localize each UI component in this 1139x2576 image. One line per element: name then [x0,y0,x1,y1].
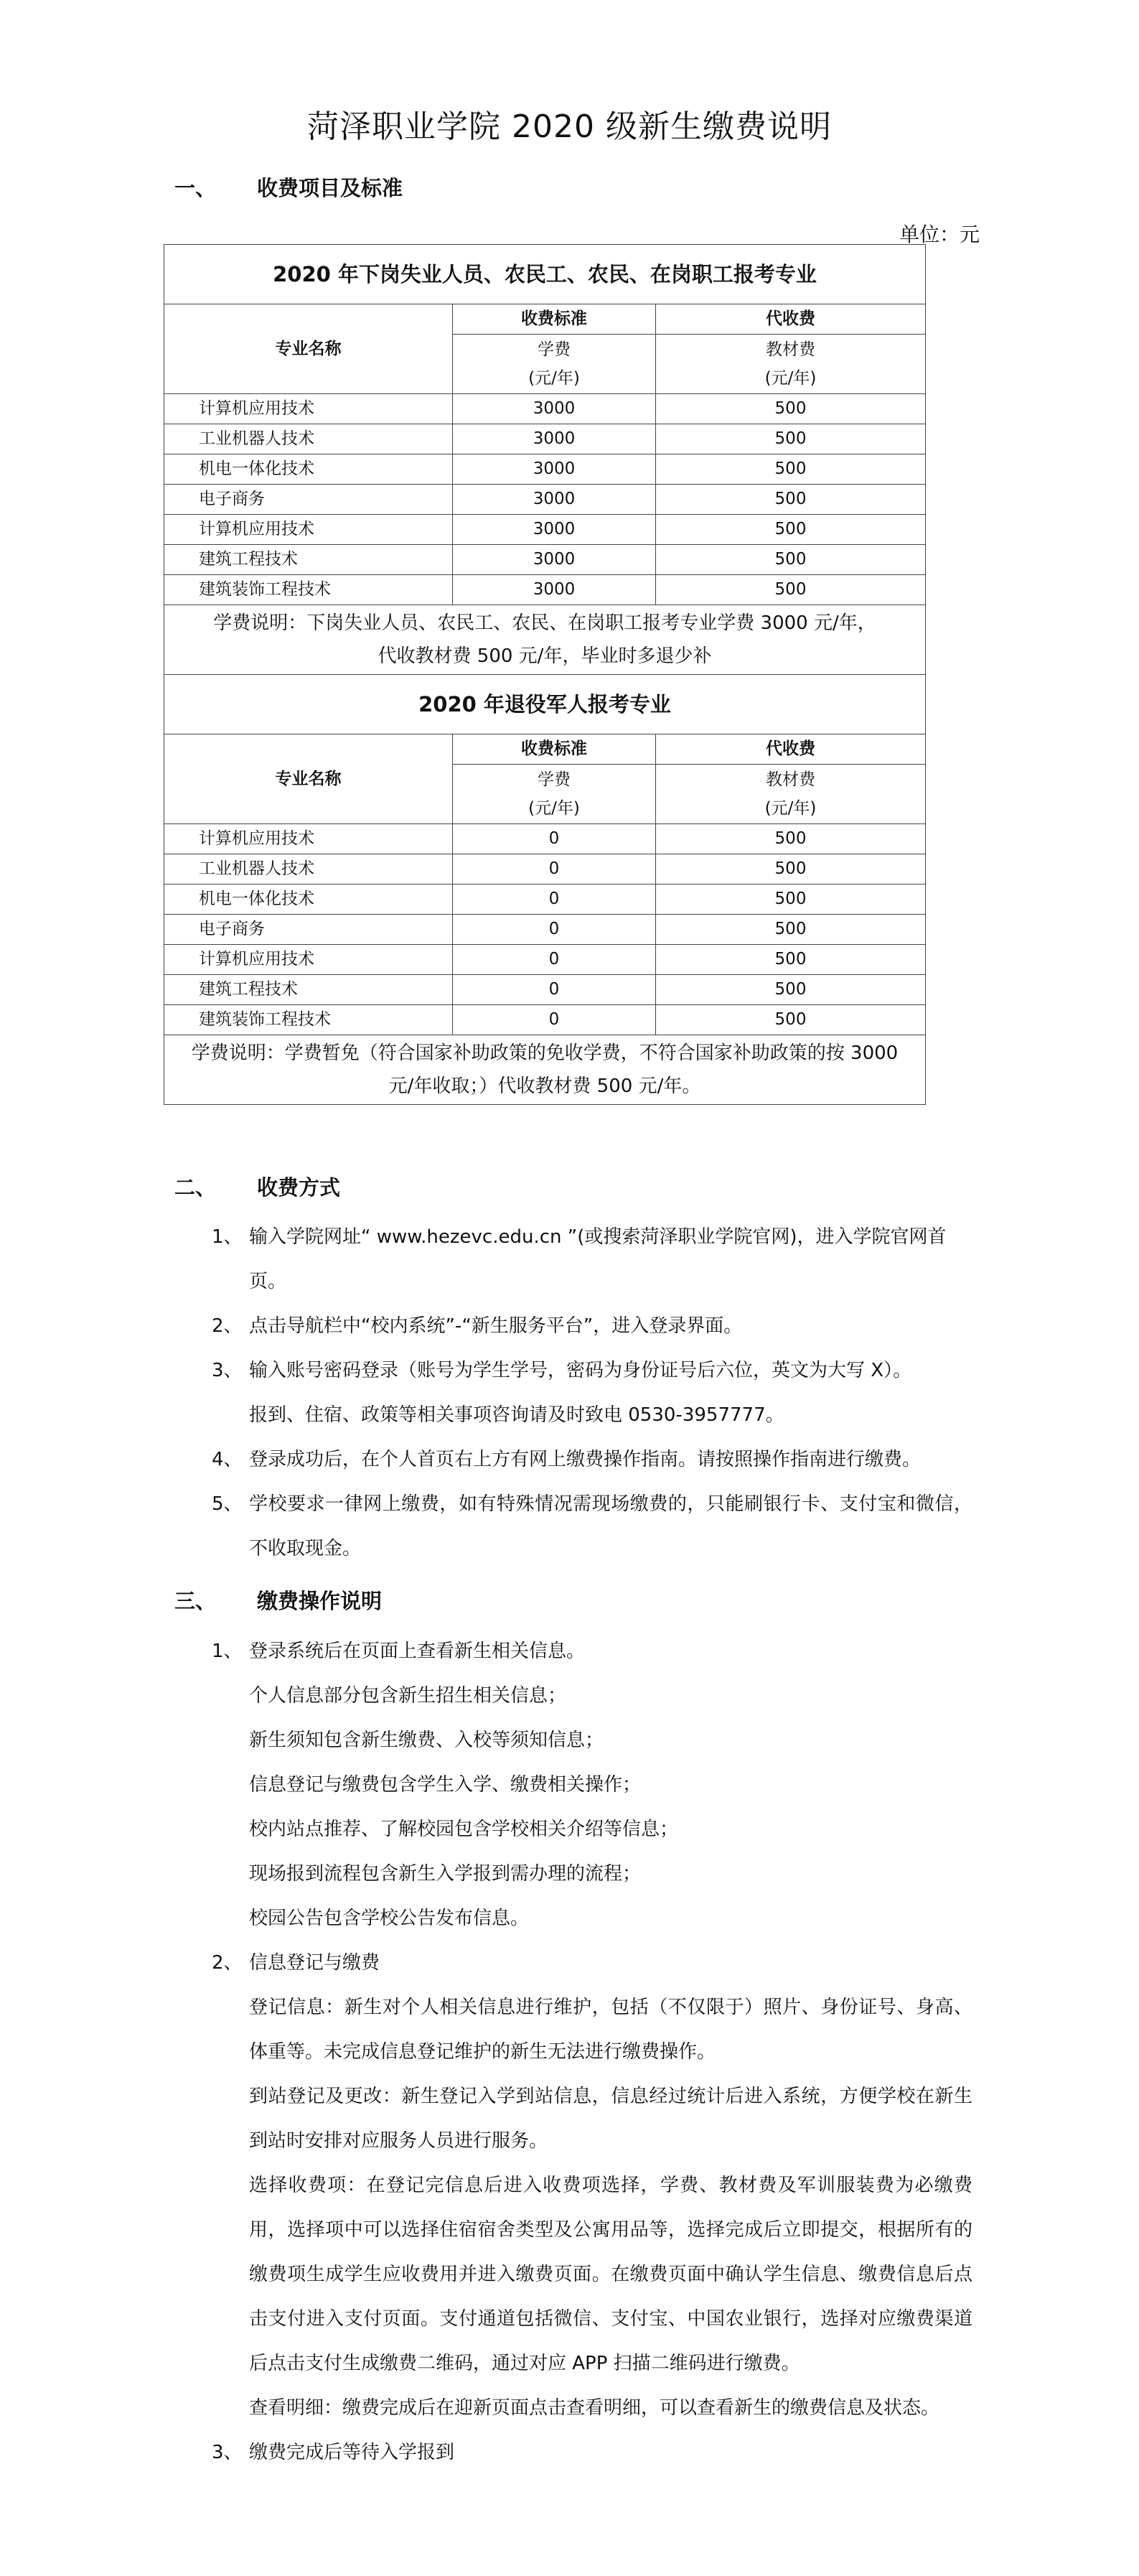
list-item [212,1348,972,1393]
major-cell: 计算机应用技术 [164,824,453,854]
tuition-cell: 0 [453,824,656,854]
major-cell: 工业机器人技术 [164,854,453,885]
textbook-cell: 500 [656,485,926,515]
table-row [164,515,926,545]
textbook-cell: 500 [656,1005,926,1035]
table-1-col-major: 专业名称 [164,304,453,394]
list-item-text: 输入学院网址“ www.hezevc.edu.cn ”(或搜索菏泽职业学院官网)，进入学院官网首页。 [249,1226,947,1292]
textbook-cell: 500 [656,424,926,454]
major-cell: 工业机器人技术 [164,424,453,454]
tuition-cell: 3000 [453,545,656,575]
list-item [212,1629,972,1674]
table-1-note-line-2: 代收教材费 500 元/年，毕业时多退少补 [378,645,712,667]
paragraph-details: 查看明细：缴费完成后在迎新页面点击查看明细，可以查看新生的缴费信息及状态。 [249,2397,940,2419]
table-2-textbook-label: 教材费 [766,770,815,789]
table-1-note-line-1: 学费说明：下岗失业人员、农民工、农民、在岗职工报考专业学费 3000 元/年， [213,612,876,634]
list-item-text: 登录成功后，在个人首页右上方有网上缴费操作指南。请按照操作指南进行缴费。 [249,1449,922,1470]
textbook-cell: 500 [656,975,926,1005]
table-2-col-fee-group: 收费标准 [453,734,656,765]
major-cell: 计算机应用技术 [164,394,453,424]
table-row [164,575,926,605]
info-line: 个人信息部分包含新生招生相关信息； [249,1685,567,1707]
major-cell: 电子商务 [164,915,453,945]
list-item-number: 3、 [212,2442,243,2463]
tuition-cell: 3000 [453,394,656,424]
list-item-text: 信息登记与缴费 [249,1952,380,1974]
table-1-note [164,605,926,675]
table-1-col-tuition [453,335,656,394]
table-row [164,854,926,885]
major-cell: 建筑装饰工程技术 [164,575,453,605]
list-item [212,1437,972,1482]
info-line: 新生须知包含新生缴费、入校等须知信息； [249,1730,604,1751]
table-1-col-agent-group: 代收费 [656,304,926,335]
table-row [164,545,926,575]
table-2-col-major: 专业名称 [164,734,453,824]
list-item [212,2430,972,2475]
table-1-tuition-unit: (元/年) [528,369,580,388]
tuition-cell: 3000 [453,454,656,485]
table-2-note-line-1: 学费说明：学费暂免（符合国家补助政策的免收学费，不符合国家补助政策的按 3000 [191,1042,899,1064]
fee-table-1 [164,244,926,1105]
textbook-cell: 500 [656,545,926,575]
textbook-cell: 500 [656,824,926,854]
paragraph-registration: 登记信息：新生对个人相关信息进行维护，包括（不仅限于）照片、身份证号、身高、体重等。未完成信息登记维护的新生无法进行缴费操作。 [249,1997,972,2063]
tuition-cell: 0 [453,975,656,1005]
table-row [164,394,926,424]
textbook-cell: 500 [656,575,926,605]
table-2-title: 2020 年退役军人报考专业 [164,675,926,734]
section-1-title: 收费项目及标准 [257,176,403,200]
tuition-cell: 3000 [453,575,656,605]
list-item [212,1941,972,1985]
section-2-number: 二、 [174,1175,217,1200]
table-row [164,1005,926,1035]
table-2-col-agent-group: 代收费 [656,734,926,765]
list-item-number: 4、 [212,1449,243,1470]
list-item [212,1215,972,1304]
table-2-tuition-label: 学费 [538,770,571,789]
info-line: 校园公告包含学校公告发布信息。 [249,1908,530,1929]
tuition-cell: 0 [453,1005,656,1035]
textbook-cell: 500 [656,915,926,945]
table-2-col-tuition [453,765,656,824]
tuition-cell: 0 [453,915,656,945]
tuition-cell: 3000 [453,485,656,515]
table-row [164,485,926,515]
table-1-col-textbook [656,335,926,394]
unit-label: 单位：元 [899,223,980,246]
list-item-text: 缴费完成后等待入学报到 [249,2442,455,2463]
section-1-number: 一、 [174,176,217,200]
table-1-tuition-label: 学费 [538,340,571,359]
paragraph-arrival: 到站登记及更改：新生登记入学到站信息，信息经过统计后进入系统，方便学校在新生到站时安排对应服务人员进行服务。 [249,2086,972,2152]
major-cell: 计算机应用技术 [164,945,453,975]
section-3-heading [174,1585,382,1615]
table-2-note [164,1035,926,1105]
list-item-number: 2、 [212,1952,243,1974]
table-row [164,945,926,975]
list-item [212,1482,972,1571]
info-line: 现场报到流程包含新生入学报到需办理的流程； [249,1863,642,1885]
textbook-cell: 500 [656,945,926,975]
textbook-cell: 500 [656,854,926,885]
info-line: 信息登记与缴费包含学生入学、缴费相关操作； [249,1774,642,1796]
table-2-textbook-unit: (元/年) [764,799,817,818]
major-cell: 建筑工程技术 [164,545,453,575]
section-3-number: 三、 [174,1589,217,1613]
table-1-textbook-unit: (元/年) [764,369,817,388]
table-1-title: 2020 年下岗失业人员、农民工、农民、在岗职工报考专业 [164,245,926,304]
table-2-col-textbook [656,765,926,824]
section-1-heading [174,172,403,202]
table-row [164,424,926,454]
tuition-cell: 3000 [453,515,656,545]
textbook-cell: 500 [656,515,926,545]
tuition-cell: 3000 [453,424,656,454]
section-2-title: 收费方式 [257,1175,341,1200]
table-row [164,454,926,485]
list-item-text: 点击导航栏中“校内系统”-“新生服务平台”，进入登录界面。 [249,1315,743,1337]
major-cell: 计算机应用技术 [164,515,453,545]
table-2-tuition-unit: (元/年) [528,799,580,818]
tuition-cell: 0 [453,945,656,975]
section-3-title: 缴费操作说明 [257,1589,383,1613]
info-line: 校内站点推荐、了解校园包含学校相关介绍等信息； [249,1819,679,1840]
list-item-number: 2、 [212,1315,243,1337]
tuition-cell: 0 [453,854,656,885]
textbook-cell: 500 [656,454,926,485]
list-item-text: 登录系统后在页面上查看新生相关信息。 [249,1641,586,1662]
list-item-number: 1、 [212,1641,243,1662]
major-cell: 机电一体化技术 [164,454,453,485]
major-cell: 建筑装饰工程技术 [164,1005,453,1035]
textbook-cell: 500 [656,885,926,915]
textbook-cell: 500 [656,394,926,424]
page-title: 菏泽职业学院 2020 级新生缴费说明 [307,108,832,145]
list-item [212,1304,972,1348]
major-cell: 电子商务 [164,485,453,515]
list-item-number: 5、 [212,1493,243,1515]
list-item-text: 输入账号密码登录（账号为学生学号，密码为身份证号后六位，英文为大写 X）。 [249,1360,912,1381]
list-item-note: 报到、住宿、政策等相关事项咨询请及时致电 0530-3957777。 [249,1404,784,1426]
list-item-number: 3、 [212,1360,243,1381]
tuition-cell: 0 [453,885,656,915]
operation-guide-list [212,1629,972,2475]
table-1-col-fee-group: 收费标准 [453,304,656,335]
table-1-textbook-label: 教材费 [766,340,815,359]
list-item-text: 学校要求一律网上缴费，如有特殊情况需现场缴费的，只能刷银行卡、支付宝和微信，不收取现金。 [249,1493,972,1559]
table-row [164,885,926,915]
table-2-note-line-2: 元/年收取；）代收教材费 500 元/年。 [388,1075,701,1097]
major-cell: 机电一体化技术 [164,885,453,915]
paragraph-fee-selection: 选择收费项：在登记完信息后进入收费项选择，学费、教材费及军训服装费为必缴费用，选择项中可以选择住宿宿舍类型及公寓用品等，选择完成后立即提交，根据所有的缴费项生成学生应收费用并进入缴费页面。在缴费页面中确认学生信息、缴费信息后点击支付进入支付页面。支付通道包括微信、支付宝、中国农业银行，选择对应缴费渠道后点击支付生成缴费二维码，通过对应 APP 扫描二维码进行缴费。 [249,2175,972,2374]
table-row [164,975,926,1005]
section-2-heading [174,1172,340,1201]
table-row [164,915,926,945]
list-item-number: 1、 [212,1226,243,1248]
payment-method-list [212,1215,972,1571]
major-cell: 建筑工程技术 [164,975,453,1005]
table-row [164,824,926,854]
